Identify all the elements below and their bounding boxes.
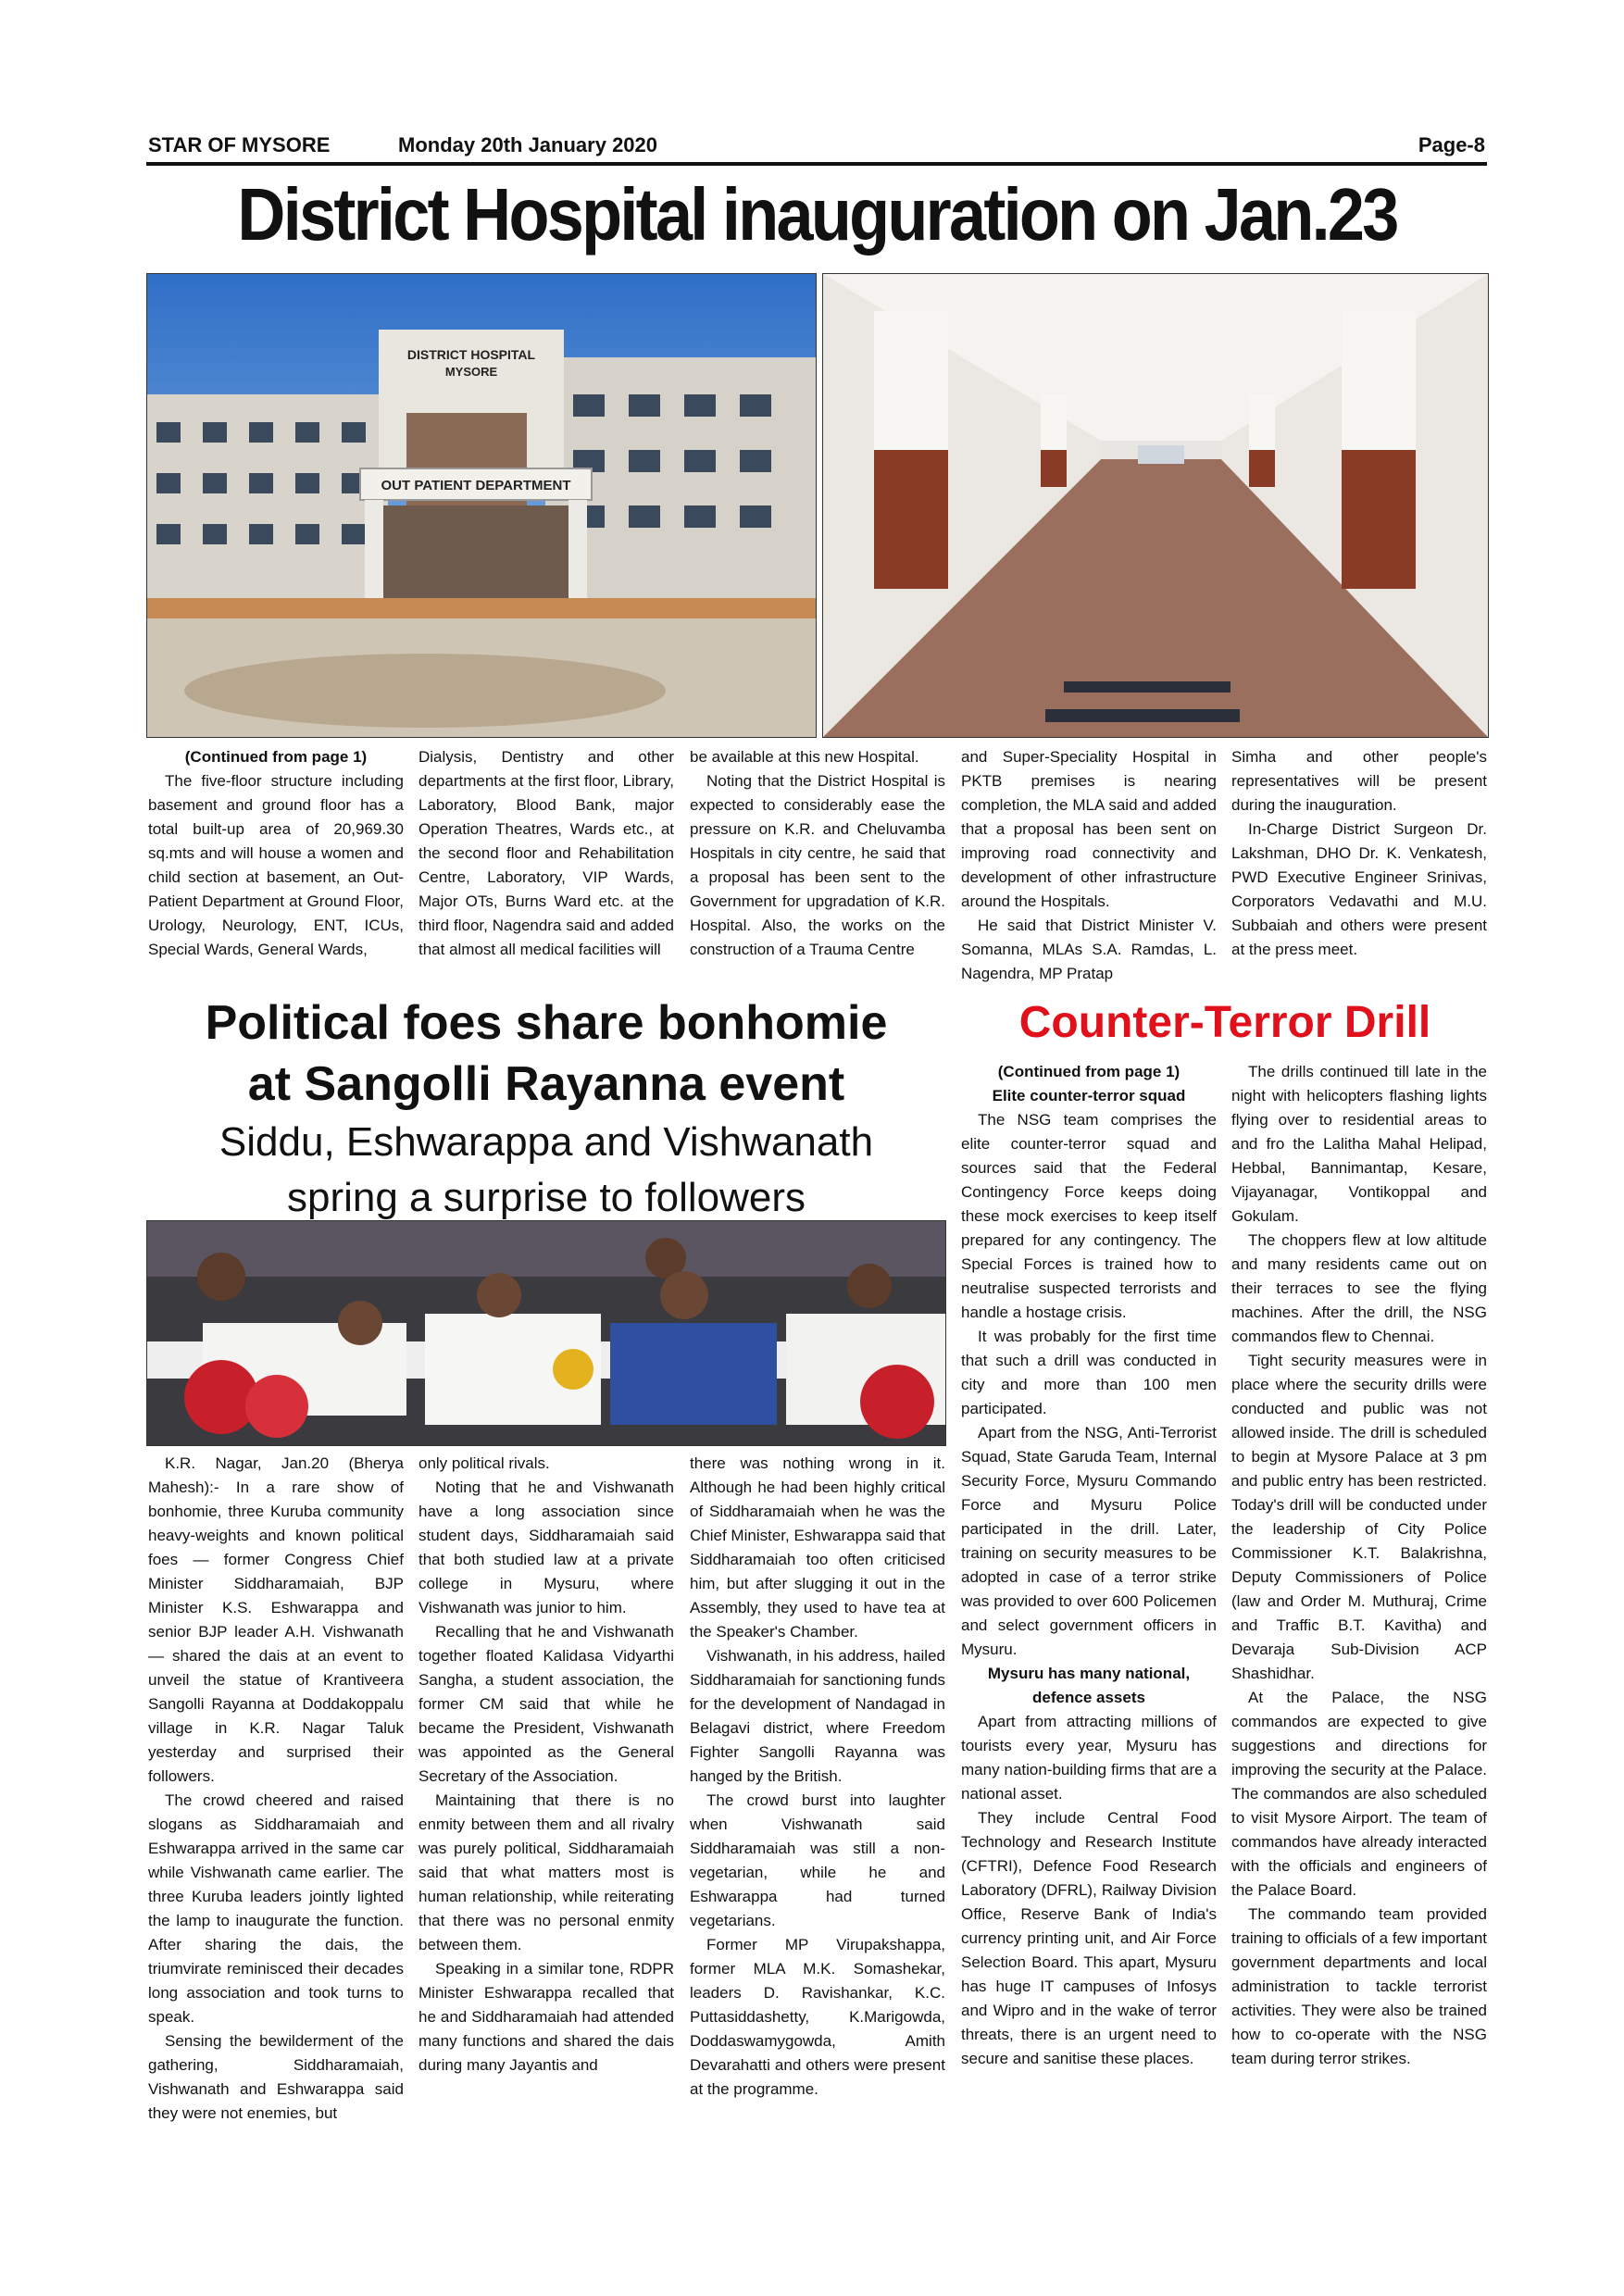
hospital-building-photo (146, 273, 817, 738)
hospital-corridor-photo (822, 273, 1489, 738)
hospital-story-col5 (1231, 745, 1487, 962)
paragraph: In-Charge District Surgeon Dr. Lakshman, DHO Dr. K. Venkatesh, PWD Executive Engineer Srinivas, Corporators Vedavathi and M.U. Subbaiah and others were present at the press meet. (1231, 820, 1487, 958)
hospital-sign-name: DISTRICT HOSPITAL (406, 347, 536, 362)
paragraph: The five-floor structure including basement and ground floor has a total built-up area of 20,969.30 sq.mts and will house a women and child section at basement, an Out-Patient Department at Ground Floor, Urology, Neurology, ENT, ICUs, Special Wards, General Wards, (148, 772, 404, 958)
paragraph: Simha and other people's representatives will be present during the inauguration. (1231, 748, 1487, 814)
hospital-sign-city: MYSORE (444, 365, 498, 379)
paragraph: The choppers flew at low altitude and many residents came out on their terraces to see the flying machines. After the drill, the NSG commandos flew to Chennai. (1231, 1231, 1487, 1345)
paragraph: Maintaining that there is no enmity between them and all rivalry was purely political, Siddharamaiah said that what matters most is human relationship, while reiterating that there was no personal enmity between them. (418, 1791, 674, 1953)
paragraph: The crowd burst into laughter when Vishwanath said Siddharamaiah was still a non-vegetarian, while he and Eshwarappa had turned vegetarians. (690, 1791, 945, 1929)
counter-terror-col1 (961, 1060, 1217, 2071)
page-number: Page-8 (1418, 133, 1485, 156)
paragraph: It was probably for the first time that such a drill was conducted in city and more than 100 men participated. (961, 1328, 1217, 1417)
subhead-elite-squad: Elite counter-terror squad (992, 1087, 1186, 1104)
paragraph: The NSG team comprises the elite counter-terror squad and sources said that the Federal Contingency Force keeps doing these mock exercises to keep itself prepared for any contingency. The Special Forces is trained how to neutralise suspected terrorists and handle a hostage crisis. (961, 1111, 1217, 1321)
paragraph: The drills continued till late in the night with helicopters flashing lights flying over to residential areas to and fro the Lalitha Mahal Helipad, Hebbal, Bannimantap, Kesare, Vijayanagar, Vontikoppal and Gokulam. (1231, 1063, 1487, 1225)
continued-note: (Continued from page 1) (997, 1063, 1181, 1080)
paragraph: be available at this new Hospital. (690, 748, 919, 766)
continued-note: (Continued from page 1) (184, 748, 368, 766)
bonhomie-headline (139, 992, 954, 1115)
issue-date: Monday 20th January 2020 (398, 133, 658, 156)
bonhomie-col1 (148, 1452, 404, 2126)
opd-sign: OUT PATIENT DEPARTMENT (381, 478, 571, 493)
paragraph: Noting that the District Hospital is expected to considerably ease the pressure on K.R. and Cheluvamba Hospitals in city centre, he said that a proposal has been sent to the Government for upgradation of K.R. Hospital. Also, the works on the construction of a Trauma Centre (690, 772, 945, 958)
paragraph: Dialysis, Dentistry and other departments at the first floor, Library, Laboratory, Blood Bank, major Operation Theatres, Wards etc., at the second floor and Rehabilitation Centre, Laboratory, VIP Wards, Major OTs, Burns Ward etc. at the third floor, Nagendra said and added that almost all medical facilities will (418, 748, 674, 958)
paragraph: Noting that he and Vishwanath have a long association since student days, Siddharamaiah said that both studied law at a private college in Mysuru, where Vishwanath was junior to him. (418, 1479, 674, 1616)
bonhomie-subheadline (139, 1115, 954, 1226)
paragraph: Speaking in a similar tone, RDPR Minister Eshwarappa recalled that he and Siddharamaiah had attended many functions and shared the dais during many Jayantis and (418, 1960, 674, 2074)
leaders-dais-photo (146, 1220, 946, 1446)
headline-line: at Sangolli Rayanna event (247, 1057, 845, 1111)
paragraph: Tight security measures were in place where the security drills were conducted and public was not allowed inside. The drill is scheduled to begin at Mysore Palace at 3 pm and public entry has been restricted. Today's drill will be conducted under the leadership of City Police Commissioner K.T. Balakrishna, Deputy Commissioners of Police (law and Order M. Muthuraj, Crime and Traffic B.T. Kavitha) and Devaraja Sub-Division ACP Shashidhar. (1231, 1352, 1487, 1682)
hospital-headline: District Hospital inauguration on Jan.23 (237, 173, 1397, 256)
headline-line: Political foes share bonhomie (205, 996, 888, 1050)
paragraph: only political rivals. (418, 1454, 550, 1472)
publication-name: STAR OF MYSORE (148, 133, 331, 156)
paragraph: K.R. Nagar, Jan.20 (Bherya Mahesh):- In a rare show of bonhomie, three Kuruba community heavy-weights and known political foes — former Congress Chief Minister Siddharamaiah, BJP Minister K.S. Eshwarappa and senior BJP leader A.H. Vishwanath — shared the dais at an event to unveil the statue of Krantiveera Sangolli Rayanna at Doddakoppalu village in K.R. Nagar Taluk yesterday and surprised their followers. (148, 1454, 404, 1785)
masthead-rule (146, 162, 1487, 166)
counter-terror-col2 (1231, 1060, 1487, 2071)
subheadline-line: spring a surprise to followers (286, 1175, 806, 1220)
counter-terror-headline: Counter-Terror Drill (1018, 998, 1431, 1047)
hospital-story-col4 (961, 745, 1217, 986)
paragraph: He said that District Minister V. Somanna, MLAs S.A. Ramdas, L. Nagendra, MP Pratap (961, 917, 1217, 982)
paragraph: and Super-Speciality Hospital in PKTB premises is nearing completion, the MLA said and added that a proposal has been sent on improving road connectivity and development of other infrastructure around the Hospitals. (961, 748, 1217, 910)
paragraph: Recalling that he and Vishwanath together floated Kalidasa Vidyarthi Sangha, a student association, the former CM said that while he became the President, Vishwanath was appointed as the General Secretary of the Association. (418, 1623, 674, 1785)
paragraph: Vishwanath, in his address, hailed Siddharamaiah for sanctioning funds for the development of Nandagad in Belagavi district, where Freedom Fighter Sangolli Rayanna was hanged by the British. (690, 1647, 945, 1785)
hospital-story-col1 (148, 745, 404, 962)
bonhomie-col2 (418, 1452, 674, 2078)
paragraph: They include Central Food Technology and Research Institute (CFTRI), Defence Food Research Laboratory (DFRL), Railway Division Office, Reserve Bank of India's currency printing unit, and Air Force Selection Board. This apart, Mysuru has huge IT campuses of Infosys and Wipro and in the wake of terror threats, there is an urgent need to secure and sanitise these places. (961, 1809, 1217, 2067)
paragraph: Former MP Virupakshappa, former MLA M.K. Somashekar, leaders D. Ravishankar, K.C. Puttasiddashetty, K.Marigowda, Doddaswamygowda, Amith Devarahatti and others were present at the programme. (690, 1936, 945, 2098)
paragraph: there was nothing wrong in it. Although he had been highly critical of Siddharamaiah when he was the Chief Minister, Eshwarappa said that Siddharamaiah too often criticised him, but after slugging it out in the Assembly, they used to have tea at the Speaker's Chamber. (690, 1454, 945, 1641)
bonhomie-col3 (690, 1452, 945, 2102)
paragraph: The crowd cheered and raised slogans as Siddharamaiah and Eshwarappa arrived in the same car while Vishwanath came earlier. The three Kuruba leaders jointly lighted the lamp to inaugurate the function. After sharing the dais, the triumvirate reminisced their decades long association and took turns to speak. (148, 1791, 404, 2026)
hospital-story-col3 (690, 745, 945, 962)
paragraph: The commando team provided training to officials of a few important government departments and local administration to tackle terrorist activities. They were also be trained how to co-operate with the NSG team during terror strikes. (1231, 1905, 1487, 2067)
subhead-national-assets: Mysuru has many national, defence assets (987, 1665, 1191, 1706)
paragraph: Apart from attracting millions of tourists every year, Mysuru has many nation-building firms that are a national asset. (961, 1713, 1217, 1803)
paragraph: Apart from the NSG, Anti-Terrorist Squad, State Garuda Team, Internal Security Force, Mysuru Commando Force and Mysuru Police participated in the drill. Later, training on security measures to be adopted in case of a terror strike was provided to over 600 Policemen and select government officers in Mysuru. (961, 1424, 1217, 1658)
paragraph: At the Palace, the NSG commandos are expected to give suggestions and directions for improving the security at the Palace. The commandos are also scheduled to visit Mysore Airport. The team of commandos have already interacted with the officials and engineers of the Palace Board. (1231, 1689, 1487, 1899)
masthead (148, 130, 1485, 159)
subheadline-line: Siddu, Eshwarappa and Vishwanath (219, 1119, 874, 1165)
paragraph: Sensing the bewilderment of the gathering, Siddharamaiah, Vishwanath and Eshwarappa said they were not enemies, but (148, 2032, 404, 2122)
hospital-story-col2 (418, 745, 674, 962)
